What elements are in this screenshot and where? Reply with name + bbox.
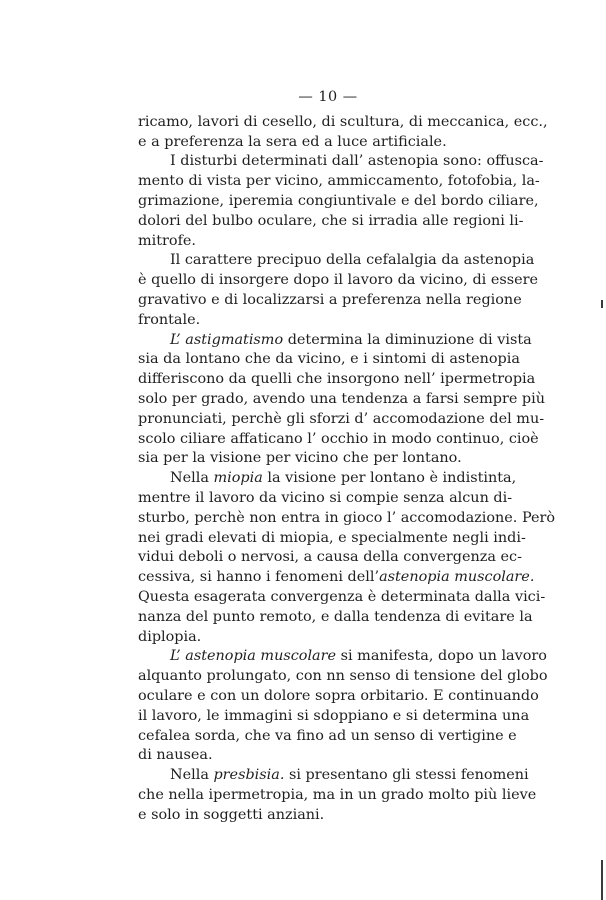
text-line: sturbo, perchè non entra in gioco l’ accomodazione. Però [138, 509, 556, 526]
italic-term: miopia [213, 470, 263, 487]
text-line: alquanto prolungato, con nn senso di tensione del globo [138, 668, 548, 685]
line-text: Nella [170, 767, 214, 784]
text-line: cefalea sorda, che va fino ad un senso di vertigine e [138, 727, 517, 744]
text-line [138, 568, 535, 588]
text-line [138, 766, 529, 786]
line-text: si presentano gli stessi fenomeni [284, 767, 529, 784]
body-text [138, 88, 556, 825]
text-line: diplopia. [138, 628, 202, 645]
page-edge-mark [601, 860, 603, 900]
text-line: I disturbi determinati dall’ astenopia sono: offusca- [170, 153, 544, 170]
text-line: ricamo, lavori di cesello, di scultura, di meccanica, ecc., [138, 113, 548, 130]
text-line: pronunciati, perchè gli sforzi d’ accomodazione del mu- [138, 410, 545, 427]
text-line: mento di vista per vicino, ammiccamento, fotofobia, la- [138, 173, 540, 190]
text-line: oculare e con un dolore sopra orbitario. E continuando [138, 687, 539, 704]
line-text: si manifesta, dopo un lavoro [336, 648, 547, 665]
line-text: determina la diminuzione di vista [283, 331, 532, 348]
page-number: — 10 — [298, 89, 358, 105]
page-edge-mark [601, 300, 603, 308]
text-line: e solo in soggetti anziani. [138, 806, 325, 823]
text-line: che nella ipermetropia, ma in un grado molto più lieve [138, 786, 537, 803]
text-line: vidui deboli o nervosi, a causa della convergenza ec- [138, 549, 522, 566]
text-line: sia da lontano che da vicino, e i sintomi di astenopia [138, 351, 520, 368]
text-line: solo per grado, avendo una tendenza a farsi sempre più [138, 390, 546, 407]
italic-term: presbisia. [213, 767, 285, 784]
text-line: grimazione, iperemia congiuntivale e del bordo ciliare, [138, 192, 539, 209]
text-line: Il carattere precipuo della cefalalgia da astenopia [170, 252, 535, 269]
text-line: frontale. [138, 311, 201, 328]
text-line [138, 647, 547, 667]
text-line: nei gradi elevati di miopia, e specialmente negli indi- [138, 529, 526, 546]
text-line: mitrofe. [138, 232, 196, 249]
text-line: è quello di insorgere dopo il lavoro da vicino, di essere [138, 272, 539, 289]
text-line [138, 469, 518, 489]
text-line: di nausea. [138, 747, 213, 764]
text-line: gravativo e di localizzarsi a preferenza nella regione [138, 291, 522, 308]
text-line: differiscono da quelli che insorgono nell’ ipermetropia [138, 371, 536, 388]
text-line: il lavoro, le immagini si sdoppiano e si determina una [138, 707, 530, 724]
italic-term: L’ astigmatismo [170, 331, 284, 348]
line-text: Nella [170, 470, 214, 487]
italic-term: astenopia muscolare. [379, 569, 535, 586]
italic-term: L’ astenopia muscolare [170, 648, 337, 665]
text-line: scolo ciliare affaticano l’ occhio in modo continuo, cioè [138, 430, 539, 447]
text-line: nanza del punto remoto, e dalla tendenza di evitare la [138, 608, 533, 625]
line-text: cessiva, si hanno i fenomeni dell’ [138, 569, 380, 586]
text-line: Questa esagerata convergenza è determinata dalla vici- [138, 588, 546, 605]
text-line: mentre il lavoro da vicino si compie senza alcun di- [138, 489, 513, 506]
text-line: sia per la visione per vicino che per lontano. [138, 450, 462, 467]
text-line: e a preferenza la sera ed a luce artificiale. [138, 133, 447, 150]
text-line [138, 331, 532, 351]
line-text: la visione per lontano è indistinta, [262, 470, 517, 487]
text-line: dolori del bulbo oculare, che si irradia alle regioni li- [138, 212, 524, 229]
